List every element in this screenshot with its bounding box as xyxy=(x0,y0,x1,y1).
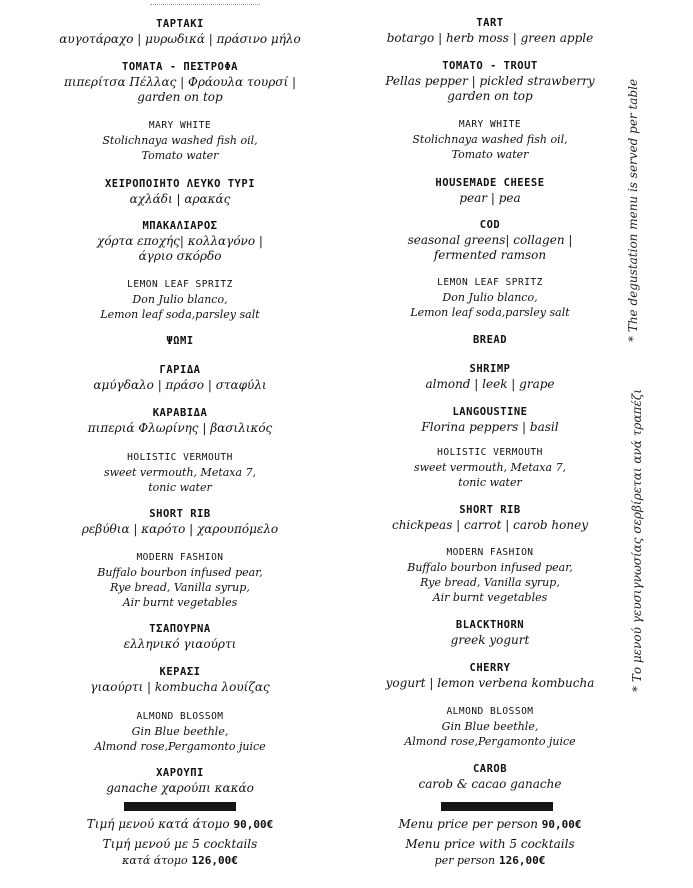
course-item xyxy=(30,363,330,393)
cocktail-description: sweet vermouth, Metaxa 7, tonic water xyxy=(413,461,567,489)
course-description: χόρτα εποχής| κολλαγόνο | άγριο σκόρδο xyxy=(97,234,263,263)
course-title: BLACKTHORN xyxy=(455,619,525,631)
course-item xyxy=(30,17,330,47)
course-description: yogurt | lemon verbena kombucha xyxy=(385,676,595,690)
price-label: Menu price with 5 cocktails xyxy=(405,837,575,851)
price-label: κατά άτομο xyxy=(122,854,188,867)
cocktail-title: LEMON LEAF SPRITZ xyxy=(437,277,543,288)
cocktail-description: Buffalo bourbon infused pear, Rye bread, Vanilla syrup, Air burnt vegetables xyxy=(97,566,263,609)
course-title: TART xyxy=(476,17,504,29)
course-title: CHERRY xyxy=(469,662,511,674)
cocktail-title: LEMON LEAF SPRITZ xyxy=(127,279,233,290)
side-note-greek: * Το μενού γευσιγνωσίας σερβίρεται ανά τραπέζι xyxy=(630,388,644,692)
course-title: TOMATO - TROUT xyxy=(442,60,538,72)
price-label: Τιμή μενού με 5 cocktails xyxy=(102,837,258,851)
course-item xyxy=(30,60,330,105)
cocktail-description: Don Julio blanco, Lemon leaf soda,parsley salt xyxy=(410,291,570,319)
course-title: HOUSEMADE CHEESE xyxy=(435,177,545,189)
course-description: ελληνικό γιαούρτι xyxy=(123,637,237,651)
cocktail-title: MODERN FASHION xyxy=(136,552,224,563)
course-title: ΨΩΜΙ xyxy=(166,335,194,347)
cocktail-title: MARY WHITE xyxy=(458,119,522,130)
course-item xyxy=(30,177,330,207)
course-item xyxy=(30,507,330,537)
price-with-cocktails xyxy=(30,836,330,852)
course-description: greek yogurt xyxy=(450,633,530,647)
cocktail-title: HOLISTIC VERMOUTH xyxy=(127,452,233,463)
top-cropped-text xyxy=(150,0,260,5)
cocktail-description: Don Julio blanco, Lemon leaf soda,parsley salt xyxy=(100,293,260,321)
cocktail-item xyxy=(30,710,330,754)
course-title: CAROB xyxy=(472,763,508,775)
course-description: αμύγδαλο | πράσο | σταφύλι xyxy=(93,378,267,392)
course-item xyxy=(30,665,330,695)
course-item xyxy=(340,362,640,392)
course-title: ΤΑΡΤΑΚΙ xyxy=(156,18,204,30)
course-item xyxy=(30,766,330,796)
cocktail-item xyxy=(340,118,640,162)
cocktail-item xyxy=(340,546,640,605)
price-with-cocktails-per-person xyxy=(340,852,640,869)
course-title: SHRIMP xyxy=(469,363,511,375)
course-item xyxy=(30,406,330,436)
course-title: ΚΕΡΑΣΙ xyxy=(159,666,201,678)
course-item xyxy=(340,503,640,533)
course-item xyxy=(340,762,640,792)
price-label: Menu price per person xyxy=(398,817,538,831)
course-description: carob & cacao ganache xyxy=(418,777,562,791)
cocktail-item xyxy=(30,451,330,495)
course-title: ΚΑΡΑΒΙΔΑ xyxy=(152,407,208,419)
course-title: ΓΑΡΙΔΑ xyxy=(159,364,201,376)
course-title: ΤΟΜΑΤΑ - ΠΕΣΤΡΟΦΑ xyxy=(122,61,238,73)
course-title: ΧΑΡΟΥΠΙ xyxy=(156,767,204,779)
cocktail-title: ALMOND BLOSSOM xyxy=(136,711,224,722)
course-item xyxy=(340,218,640,263)
cocktail-item xyxy=(340,446,640,490)
course-description: almond | leek | grape xyxy=(425,377,555,391)
price-value: 126,00€ xyxy=(498,854,546,867)
course-title: SHORT RIB xyxy=(459,504,521,516)
course-item xyxy=(340,618,640,648)
cocktail-title: MARY WHITE xyxy=(148,120,212,131)
cocktail-title: HOLISTIC VERMOUTH xyxy=(437,447,543,458)
course-description: πιπεριά Φλωρίνης | βασιλικός xyxy=(87,421,273,435)
cocktail-title: ALMOND BLOSSOM xyxy=(446,706,534,717)
price-with-cocktails-per-person xyxy=(30,852,330,869)
cocktail-item xyxy=(30,119,330,163)
cocktail-item xyxy=(30,278,330,322)
price-per-person xyxy=(30,816,330,833)
cocktail-description: Buffalo bourbon infused pear, Rye bread, Vanilla syrup, Air burnt vegetables xyxy=(407,561,573,604)
course-title: COD xyxy=(479,219,501,231)
divider-bar xyxy=(124,802,236,811)
course-title: ΧΕΙΡΟΠΟΙΗΤΟ ΛΕΥΚΟ ΤΥΡΙ xyxy=(104,178,256,190)
price-label: Τιμή μενού κατά άτομο xyxy=(86,817,230,831)
price-per-person xyxy=(340,816,640,833)
course-item xyxy=(340,661,640,691)
course-description: γιαούρτι | kombucha λουίζας xyxy=(90,680,270,694)
cocktail-description: Stolichnaya washed fish oil, Tomato water xyxy=(102,134,258,162)
cocktail-item xyxy=(340,276,640,320)
course-description: seasonal greens| collagen | fermented ramson xyxy=(407,233,573,262)
price-value: 90,00€ xyxy=(541,818,582,831)
course-item xyxy=(340,333,640,348)
cocktail-description: sweet vermouth, Metaxa 7, tonic water xyxy=(103,466,257,494)
course-item xyxy=(30,334,330,349)
course-title: ΜΠΑΚΑΛΙΑΡΟΣ xyxy=(142,220,218,232)
course-description: αυγοτάραχο | μυρωδικά | πράσινο μήλο xyxy=(59,32,301,46)
course-description: ρεβύθια | καρότο | χαρουπόμελο xyxy=(81,522,279,536)
cocktail-title: MODERN FASHION xyxy=(446,547,534,558)
cocktail-item xyxy=(30,551,330,610)
cocktail-description: Stolichnaya washed fish oil, Tomato water xyxy=(412,133,568,161)
price-with-cocktails xyxy=(340,836,640,852)
course-item xyxy=(30,219,330,264)
course-item xyxy=(30,622,330,652)
course-item xyxy=(340,59,640,104)
cocktail-description: Gin Blue beethle, Almond rose,Pergamonto juice xyxy=(94,725,266,753)
price-value: 90,00€ xyxy=(233,818,274,831)
course-description: botargo | herb moss | green apple xyxy=(386,31,594,45)
side-note-english: * The degustation menu is served per table xyxy=(626,78,640,342)
course-title: BREAD xyxy=(472,334,508,346)
price-label: per person xyxy=(434,854,496,867)
course-title: SHORT RIB xyxy=(149,508,211,520)
course-item xyxy=(340,16,640,46)
cocktail-item xyxy=(340,705,640,749)
divider-bar xyxy=(441,802,553,811)
course-description: pear | pea xyxy=(459,191,521,205)
cocktail-description: Gin Blue beethle, Almond rose,Pergamonto juice xyxy=(404,720,576,748)
course-description: πιπερίτσα Πέλλας | Φράουλα τουρσί | garden on top xyxy=(63,75,297,104)
price-value: 126,00€ xyxy=(191,854,238,867)
course-description: chickpeas | carrot | carob honey xyxy=(391,518,588,532)
course-description: Florina peppers | basil xyxy=(421,420,559,434)
course-description: Pellas pepper | pickled strawberry garden on top xyxy=(385,74,595,103)
course-item xyxy=(340,176,640,206)
course-description: αχλάδι | αρακάς xyxy=(129,192,231,206)
course-description: ganache χαρούπι κακάο xyxy=(106,781,254,795)
course-title: ΤΣΑΠΟΥΡΝΑ xyxy=(149,623,211,635)
course-item xyxy=(340,405,640,435)
course-title: LANGOUSTINE xyxy=(452,406,528,418)
